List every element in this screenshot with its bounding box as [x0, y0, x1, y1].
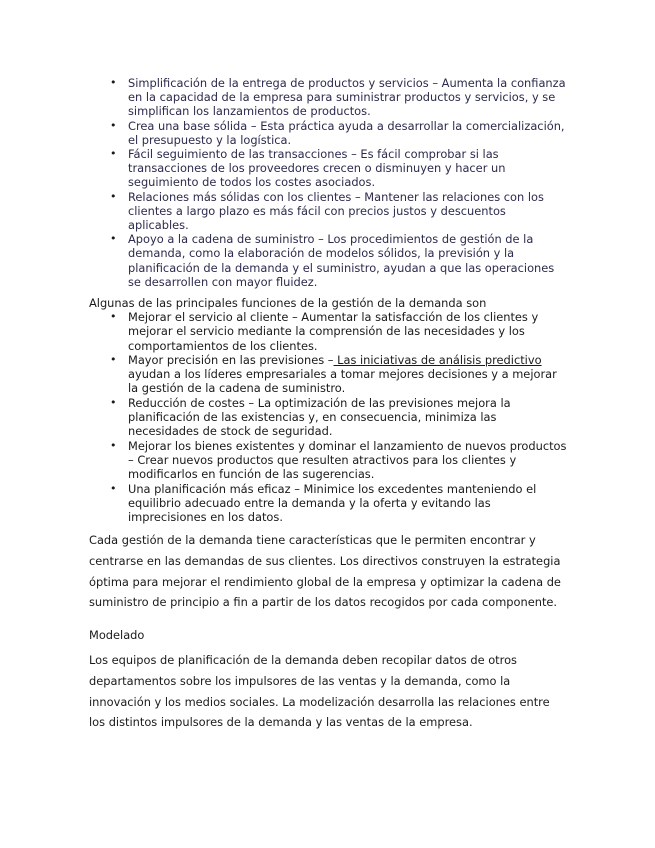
- item-term: Fácil seguimiento de las transacciones: [128, 147, 348, 162]
- item-text: Mejorar los bienes existentes y dominar el lanzamiento de nuevos productos – Crear nuevos productos que resulten atractivos para los clientes y modificarlos en función de las sugerencias.: [128, 438, 567, 482]
- list-item: • Apoyo a la cadena de suministro – Los procedimientos de gestión de la demanda, como la elaboración de modelos sólidos, la previsión y la planificación de la demanda y el suministro, ayudan a que las operaciones se desarrollen con mayor fluidez.: [110, 232, 555, 289]
- bullet-icon: •: [110, 395, 117, 409]
- item-text-after: ayudan a los líderes empresariales a tomar mejores decisiones y a mejorar la gestión de la cadena de suministro.: [128, 367, 557, 396]
- bullet-icon: •: [110, 147, 117, 161]
- functions-list: [108, 310, 568, 524]
- demand-management-paragraph: Cada gestión de la demanda tiene características que le permiten encontrar y centrarse en las demandas de sus clientes. Los directivos construyen la estrategia óptima para mejorar el rendimiento global de la empresa y optimizar la cadena de suministro de principio a fin a partir de los datos recogidos por cada componente.: [89, 533, 561, 610]
- item-text: Una planificación más eficaz – Minimice los excedentes manteniendo el equilibrio adecuado entre la demanda y la oferta y evitando las imprecisiones en los datos.: [128, 481, 537, 525]
- list-item: [108, 439, 568, 482]
- bullet-icon: •: [110, 438, 117, 452]
- list-item: • Relaciones más sólidas con los clientes – Mantener las relaciones con los clientes a largo plazo es más fácil con precios justos y descuentos aplicables.: [110, 189, 544, 233]
- item-desc: Es fácil comprobar si las transacciones de los proveedores crecen o disminuyen y hacer un seguimiento de todos los costes asociados.: [128, 147, 506, 190]
- predictive-analysis-link[interactable]: Las iniciativas de análisis predictivo: [333, 352, 542, 367]
- bullet-icon: •: [110, 310, 117, 323]
- bullet-icon: •: [110, 481, 117, 495]
- list-item: [108, 482, 568, 525]
- item-text: Mejorar el servicio al cliente – Aumentar la satisfacción de los clientes y mejorar el servicio mediante la comprensión de las necesidades y los comportamientos de los clientes.: [128, 310, 539, 353]
- item-text-before: Mayor precisión en las previsiones –: [128, 352, 334, 367]
- bullet-icon: •: [110, 189, 117, 203]
- item-term: Relaciones más sólidas con los clientes: [128, 189, 352, 204]
- item-text: Reducción de costes – La optimización de las previsiones mejora la planificación de las existencias y, en consecuencia, minimiza las necesidades de stock de seguridad.: [128, 395, 511, 439]
- functions-intro: Algunas de las principales funciones de la gestión de la demanda son: [89, 296, 487, 310]
- list-item: • Simplificación de la entrega de productos y servicios – Aumenta la confianza en la capacidad de la empresa para suministrar productos y servicios, y se simplifican los lanzamientos de productos.: [110, 76, 566, 119]
- bullet-icon: •: [110, 352, 117, 366]
- benefits-list: [108, 76, 568, 289]
- bullet-icon: •: [110, 118, 117, 132]
- item-desc: Mantener las relaciones con los clientes a largo plazo es más fácil con precios justos y descuentos aplicables.: [128, 189, 544, 233]
- modeling-paragraph: Los equipos de planificación de la demanda deben recopilar datos de otros departamentos sobre los impulsores de las ventas y la demanda, como la innovación y los medios sociales. La modelización desarrolla las relaciones entre los distintos impulsores de la demanda y las ventas de la empresa.: [89, 653, 550, 730]
- bullet-icon: •: [110, 232, 117, 246]
- list-item: [108, 310, 568, 353]
- bullet-icon: •: [110, 76, 117, 89]
- list-item: [108, 396, 568, 439]
- list-item: [108, 353, 568, 396]
- list-item: • Crea una base sólida – Esta práctica ayuda a desarrollar la comercialización, el presupuesto y la logística.: [110, 118, 565, 147]
- item-term: Crea una base sólida: [128, 118, 248, 133]
- item-desc: Los procedimientos de gestión de la demanda, como la elaboración de modelos sólidos, la previsión y la planificación de la demanda y el suministro, ayudan a que las operaciones se desarrollen con mayor fluidez.: [128, 232, 555, 289]
- item-term: Apoyo a la cadena de suministro: [128, 232, 315, 247]
- list-item: • Fácil seguimiento de las transacciones – Es fácil comprobar si las transacciones de los proveedores crecen o disminuyen y hacer un seguimiento de todos los costes asociados.: [110, 147, 506, 190]
- section-heading: Modelado: [89, 628, 145, 642]
- item-term: Simplificación de la entrega de productos y servicios: [128, 76, 429, 90]
- item-desc: Aumenta la confianza en la capacidad de la empresa para suministrar productos y servicios, y se simplifican los lanzamientos de productos.: [128, 76, 566, 119]
- item-desc: Esta práctica ayuda a desarrollar la comercialización, el presupuesto y la logística.: [128, 118, 565, 147]
